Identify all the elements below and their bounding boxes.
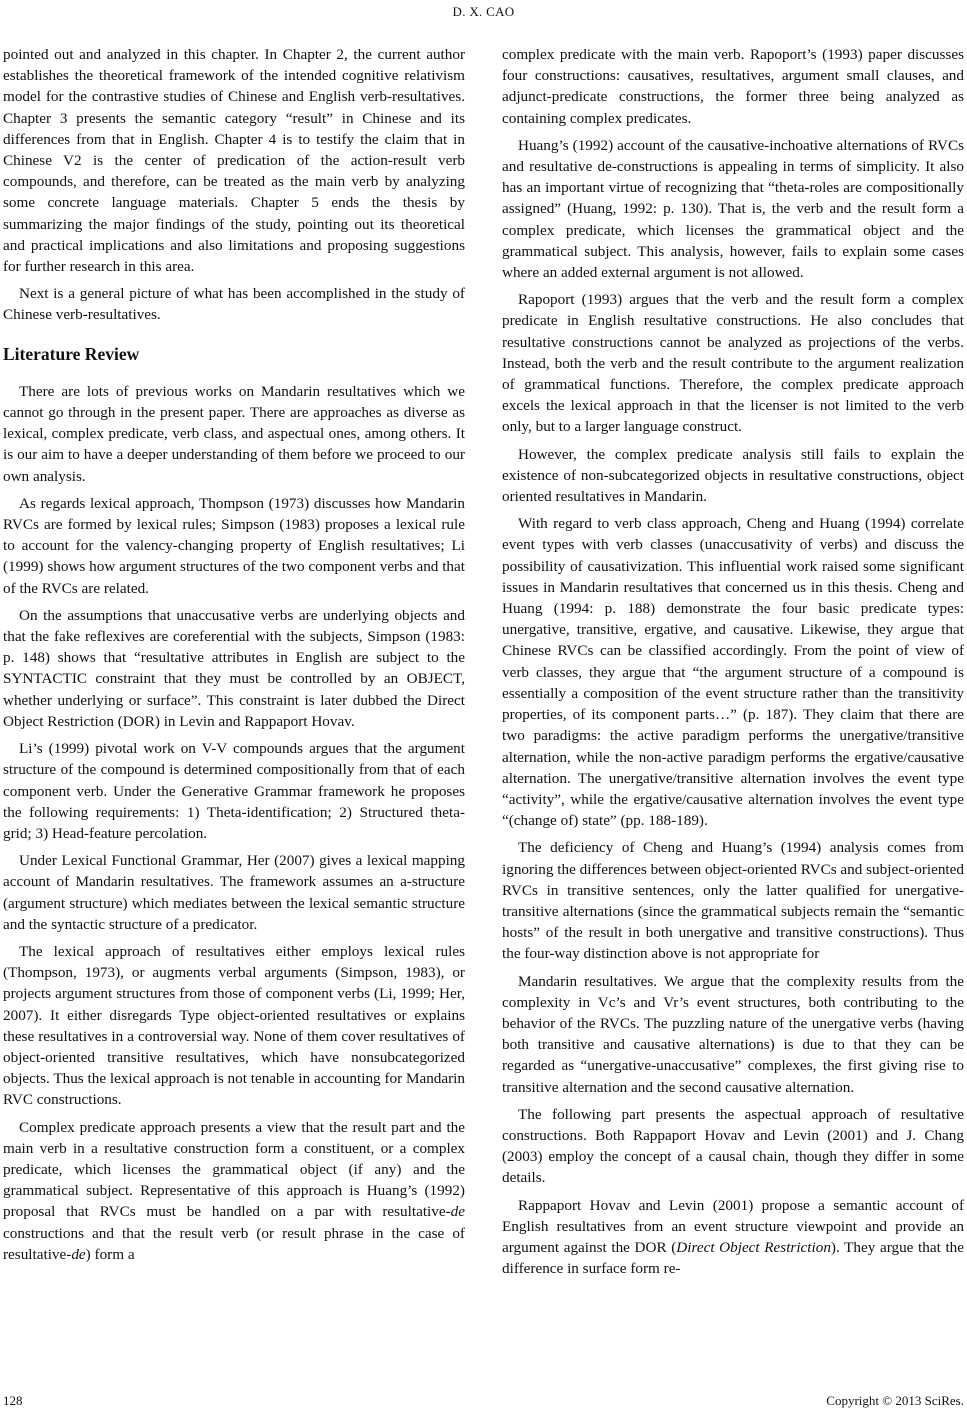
italic-term: de — [71, 1245, 86, 1263]
paragraph: Rapoport (1993) argues that the verb and the result form a complex predicate in English resultative constructions. He also concludes that resultative constructions cannot be analyzed as projections of the verbs. Instead, both the verb and the result contribute to the argument realization of grammatical functions. Therefore, the complex predicate approach excels the lexical approach in that the licenser is not limited to the verb only, but to a larger language construct. — [502, 291, 964, 436]
paragraph: Mandarin resultatives. We argue that the complexity results from the complexity in Vc’s and Vr’s event structures, both contributing to the behavior of the RVCs. The puzzling nature of the unergative verbs (having both transitive and causative alternations) is due to that they can be regarded as “unergative-unaccusative” complexes, the first giving rise to transitive alternation and the second causative alternation. — [502, 972, 964, 1096]
paragraph: Li’s (1999) pivotal work on V-V compounds argues that the argument structure of the compound is determined compositionally from that of each component verb. Under the Generative Grammar framework he proposes the following requirements: 1) Theta-identification; 2) Structured theta-grid; 3) Head-feature percolation. — [3, 740, 465, 842]
paragraph: The deficiency of Cheng and Huang’s (1994) analysis comes from ignoring the differences between object-oriented RVCs and subject-oriented RVCs in transitive sentences, only the latter qualified for unergative-transitive alternations (since the grammatical subjects remain the “semantic hosts” of the result in both unergative and transitive constructions). Thus the four-way distinction above is not appropriate for — [502, 839, 964, 963]
page-number: 128 — [3, 1393, 23, 1408]
paragraph: complex predicate with the main verb. Rapoport’s (1993) paper discusses four constructions: causatives, resultatives, argument small clauses, and adjunct-predicate constructions, the former three being analyzed as containing complex predicates. — [502, 46, 964, 127]
text-span: Complex predicate approach presents a view that the result part and the main verb in a resultative construction form a constituent, or a complex predicate, which licenses the grammatical object (if any) and the grammatical subject. Representative of this approach is Huang’s (1992) proposal that RVCs must be handled on a par with resultative- — [3, 1118, 465, 1221]
text-span: Rappaport Hovav and Levin (2001) propose a semantic account of English resultatives from an event structure viewpoint and provide an argument against the DOR ( — [502, 1196, 964, 1256]
text-span: constructions and that the result verb (or result phrase in the case of resultative- — [3, 1224, 465, 1263]
paragraph: On the assumptions that unaccusative verbs are underlying objects and that the fake reflexives are coreferential with the subjects, Simpson (1983: p. 148) shows that “resultative attributes in English are subject to the SYNTACTIC constraint that they must be controlled by an OBJECT, whether underlying or surface”. This constraint is later dubbed the Direct Object Restriction (DOR) in Levin and Rappaport Hovav. — [3, 606, 465, 730]
paragraph: There are lots of previous works on Mandarin resultatives which we cannot go through in the present paper. There are approaches as diverse as lexical, complex predicate, verb class, and aspectual ones, among others. It is our aim to have a deeper understanding of them before we proceed to our own analysis. — [3, 382, 465, 485]
paragraph: Under Lexical Functional Grammar, Her (2007) gives a lexical mapping account of Mandarin resultatives. The framework assumes an a-structure (argument structure) which mediates between the lexical semantic structure and the syntactic structure of a predicator. — [3, 852, 465, 933]
paragraph — [502, 1195, 964, 1280]
paragraph: pointed out and analyzed in this chapter. In Chapter 2, the current author establishes the theoretical framework of the intended cognitive relativism model for the contrastive studies of Chinese and English verb-resultatives. Chapter 3 presents the semantic category “result” in Chinese and its differences from that in English. Chapter 4 is to testify the claim that in Chinese V2 is the center of predication of the action-result verb compounds, and therefore, can be treated as the main verb by analyzing some concrete language materials. Chapter 5 ends the thesis by summarizing the major findings of the study, pointing out its theoretical and practical implications and also limitations and proposing suggestions for further research in this area. — [3, 46, 465, 276]
paragraph: The lexical approach of resultatives either employs lexical rules (Thompson, 1973), or augments verbal arguments (Simpson, 1983), or projects argument structures from those of component verbs (Li, 1999; Her, 2007). It either disregards Type object-oriented resultatives or explains these resultatives in a controversial way. None of them cover resultatives of object-oriented transitive resultatives, which have nonsubcategorized objects. Thus the lexical approach is not tenable in accounting for Mandarin RVC constructions. — [3, 942, 465, 1109]
running-head: D. X. CAO — [452, 4, 515, 19]
paragraph: As regards lexical approach, Thompson (1973) discusses how Mandarin RVCs are formed by lexical rules; Simpson (1983) proposes a lexical rule to account for the valency-changing property of English resultatives; Li (1999) shows how argument structures of the two component verbs and that of the RVCs are related. — [3, 494, 465, 597]
paragraph: Next is a general picture of what has been accomplished in the study of Chinese verb-resultatives. — [3, 285, 465, 324]
text-span: ) form a — [85, 1245, 135, 1263]
text-span: ). They argue that the difference in surface form re- — [502, 1238, 964, 1278]
italic-term: Direct Object Restriction — [676, 1238, 831, 1256]
right-column — [502, 44, 964, 1285]
paragraph: However, the complex predicate analysis still fails to explain the existence of non-subcategorized objects in resultative constructions, object oriented resultatives in Mandarin. — [502, 445, 964, 506]
italic-term: de — [450, 1203, 465, 1221]
paragraph — [3, 1117, 465, 1265]
paragraph: Huang’s (1992) account of the causative-inchoative alternations of RVCs and resultative de-constructions is appealing in terms of simplicity. It also has an important virtue of recognizing that “theta-roles are compositionally assigned” (Huang, 1992: p. 130). That is, the verb and the result form a complex predicate, which licenses the grammatical object and the grammatical subject. This analysis, however, fails to explain some cases where an added external argument is not allowed. — [502, 136, 964, 282]
paragraph: The following part presents the aspectual approach of resultative constructions. Both Rappaport Hovav and Levin (2001) and J. Chang (2003) employ the concept of a causal chain, though they differ in some details. — [502, 1105, 964, 1187]
copyright-notice: Copyright © 2013 SciRes. — [826, 1393, 964, 1408]
left-column — [3, 44, 465, 1271]
section-heading: Literature Review — [3, 343, 140, 364]
paragraph: With regard to verb class approach, Cheng and Huang (1994) correlate event types with verb classes (unaccusativity of verbs) and discuss the possibility of causativization. This influential work raised some significant issues in Mandarin resultatives that concerned us in this thesis. Cheng and Huang (1994: p. 188) demonstrate the four basic predicate types: unergative, transitive, ergative, and causative. Likewise, they argue that Chinese RVCs can be classified accordingly. From the point of view of verb classes, they argue that “the argument structure of a compound is essentially a composition of the event structure rather than the transitivity properties, of its component parts…” (p. 187). They claim that there are two paradigms: the active paradigm performs the unergative/transitive alternation, while the non-active paradigm performs the ergative/causative alternation. The unergative/transitive alternation involves the event type “activity”, while the ergative/causative alternation involves the event type “(change of) state” (pp. 188-189). — [502, 515, 964, 830]
